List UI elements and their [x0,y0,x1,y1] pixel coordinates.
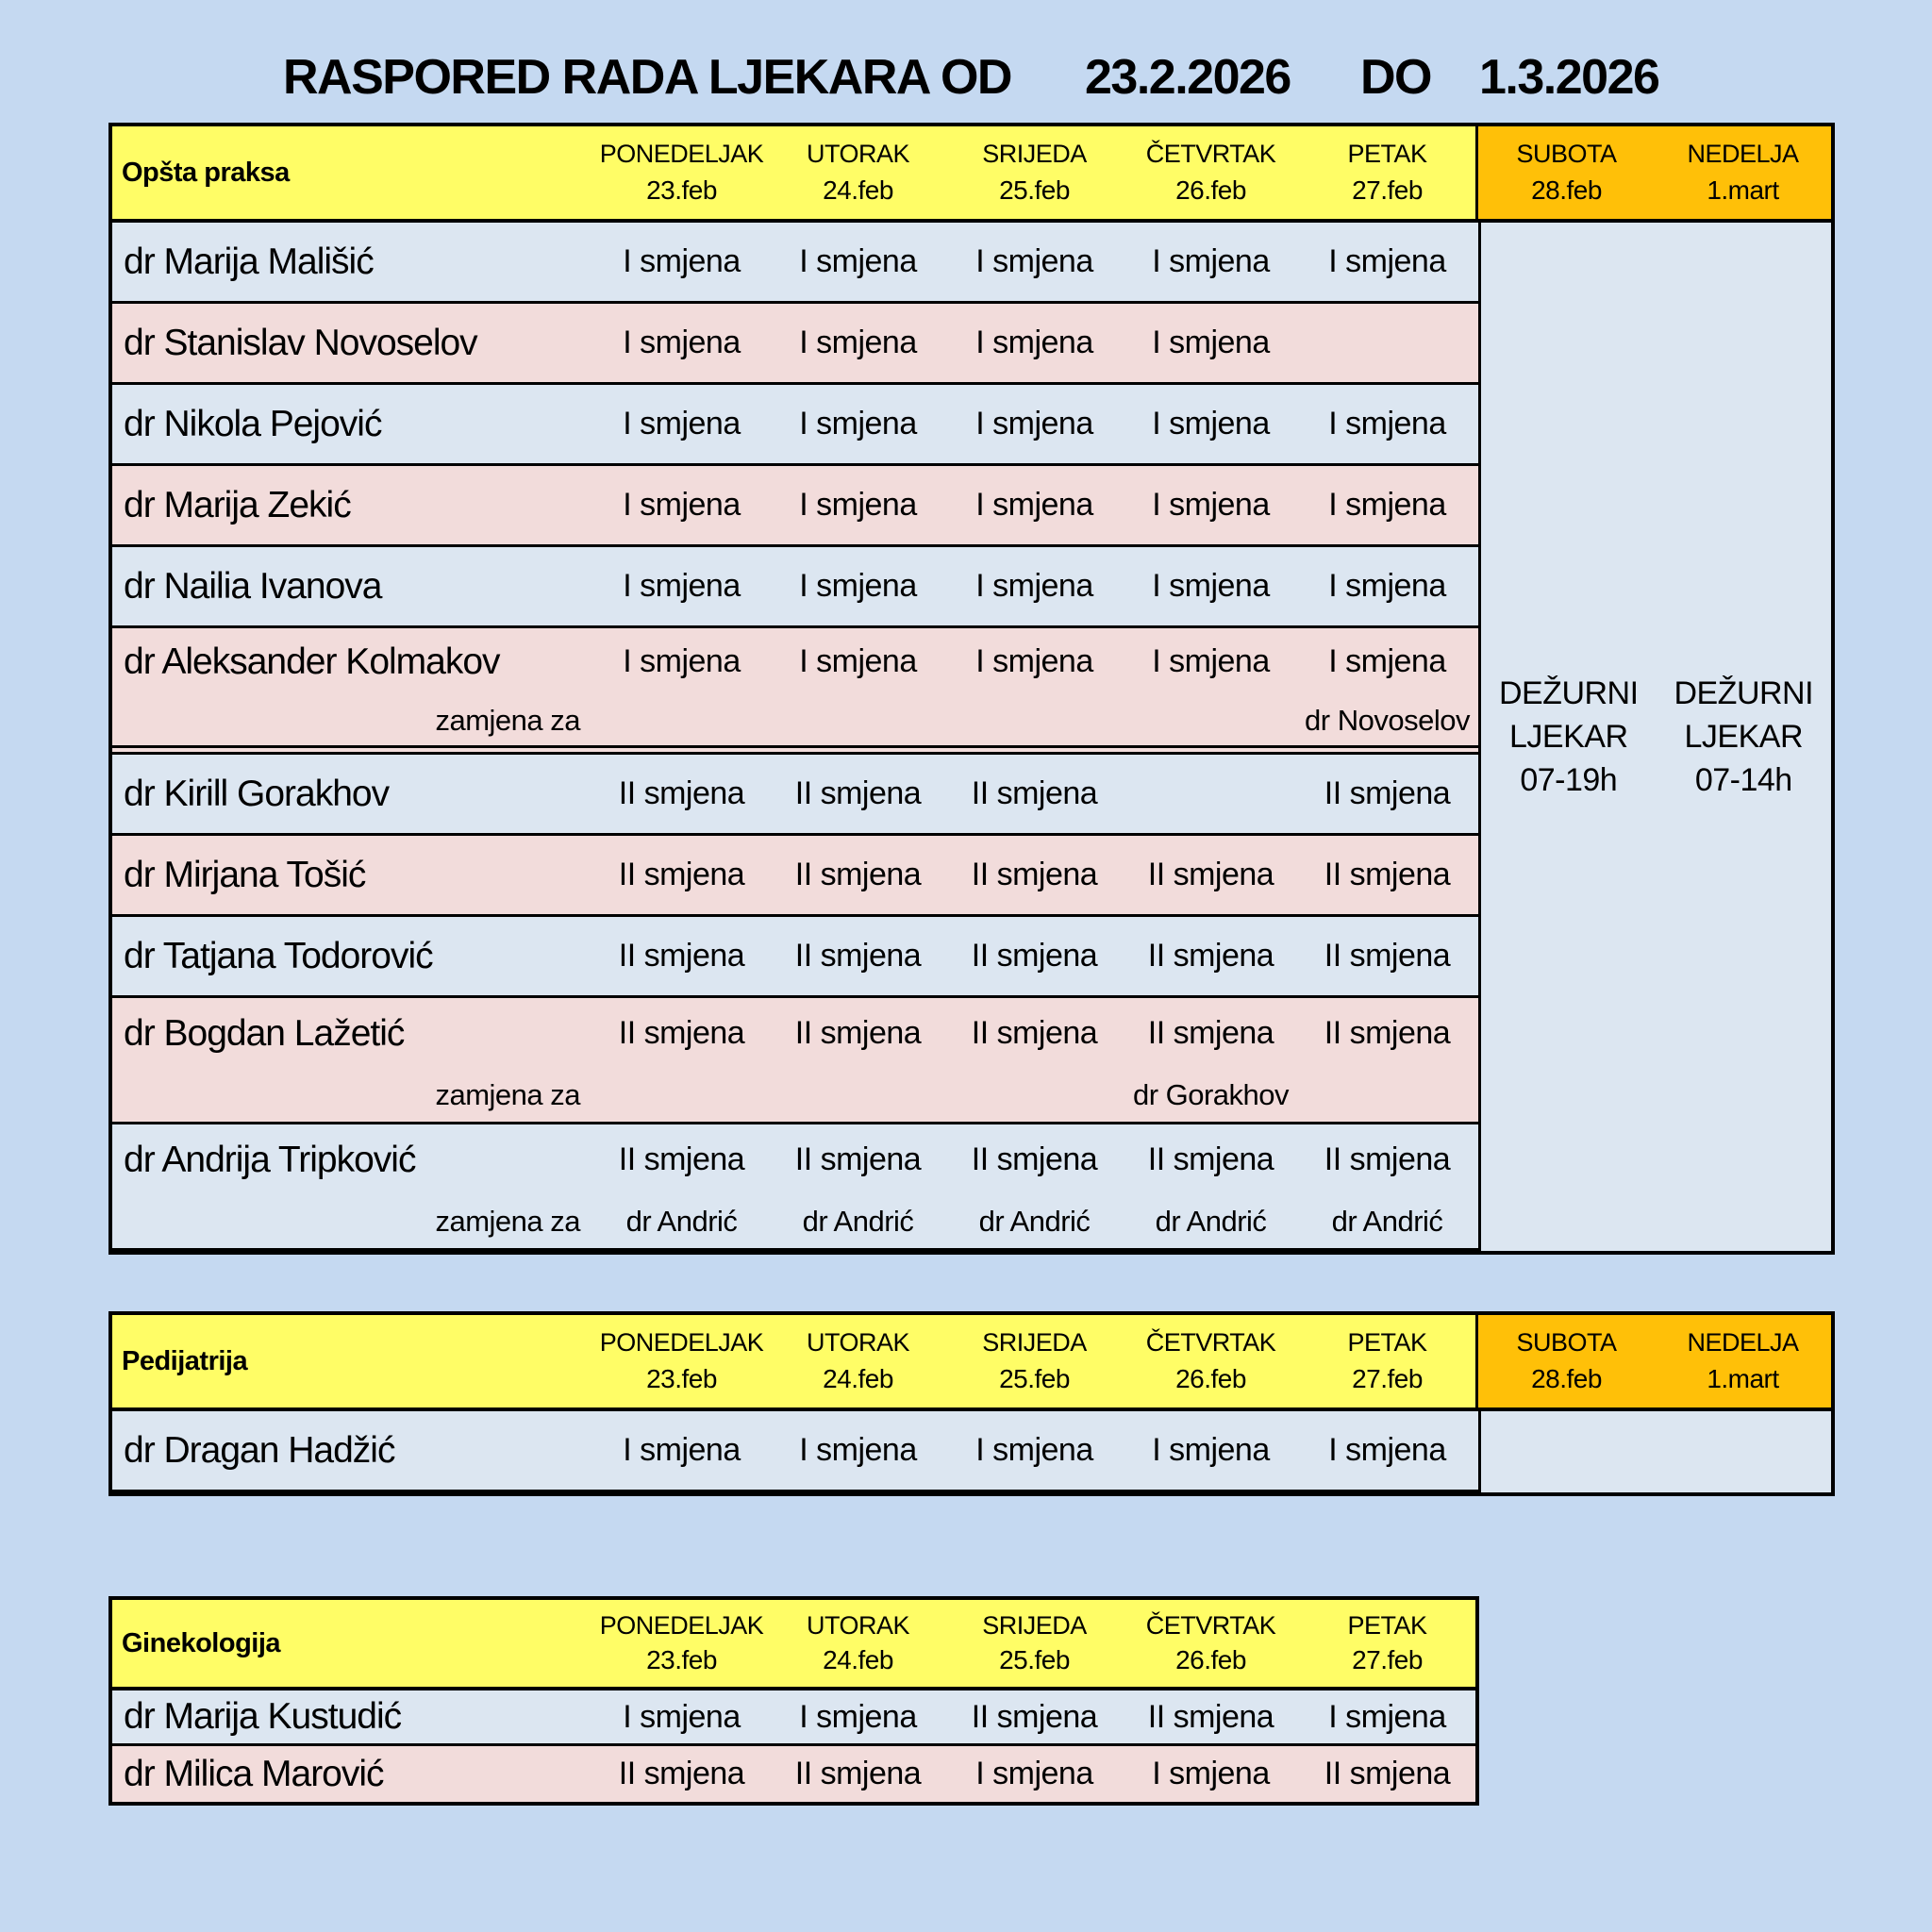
shift-cell: I smjena [1152,1756,1270,1791]
table-header [112,126,1831,223]
shift-cell: I smjena [799,487,917,523]
day-date-label: 23.feb [646,1644,717,1674]
shift-cell: I smjena [623,487,741,523]
shift-cell: II smjena [618,938,745,974]
day-date-label: 27.feb [1352,175,1423,205]
day-name-label: PONEDELJAK [599,1611,764,1641]
doctor-row [112,1690,1475,1746]
day-name-label: PETAK [1347,1611,1427,1641]
header-day-petak [1299,126,1475,219]
header-day-srijeda [946,1600,1123,1687]
substitute-cell [770,1070,946,1122]
duty-line: 07-19h [1520,762,1618,798]
shift-cell: II smjena [1147,938,1274,974]
shift-cell: II smjena [971,1015,1098,1052]
shift-cell: I smjena [623,325,741,360]
shift-cell: I smjena [1152,325,1270,360]
day-name-label: UTORAK [806,1328,910,1357]
shift-cell: I smjena [623,243,741,279]
shift-cell: I smjena [975,325,1093,360]
header-day-utorak [770,1315,946,1407]
table-header [112,1315,1831,1411]
row-main-line [112,1746,1475,1802]
day-date-label: 1.mart [1707,175,1779,205]
doctor-name: dr Bogdan Lažetić [124,1012,405,1054]
shift-cell: II smjena [971,938,1098,974]
shift-cell: II smjena [1147,857,1274,892]
shift-cell: I smjena [1328,243,1446,279]
day-date-label: 24.feb [823,175,893,205]
weekend-duty-panel [1478,223,1831,1251]
shift-cell: II smjena [1324,938,1451,974]
day-name-label: UTORAK [806,140,910,169]
doctor-name: dr Nailia Ivanova [124,565,382,607]
substitute-cell: dr Andrić [802,1205,914,1239]
day-date-label: 26.feb [1175,175,1246,205]
shift-cell: II smjena [1147,1015,1274,1052]
day-name-label: SRIJEDA [982,1611,1087,1641]
shift-cell: II smjena [1324,775,1451,811]
schedule-table-2 [108,1596,1479,1806]
header-day-nedelja [1655,126,1831,219]
day-date-label: 27.feb [1352,1363,1423,1393]
duty-doctor-cell [1481,223,1657,1251]
header-day-ponedeljak [593,126,770,219]
table-body [112,1690,1475,1802]
day-date-label: 1.mart [1707,1363,1779,1393]
header-day-četvrtak [1123,1315,1299,1407]
header-day-ponedeljak [593,1600,770,1687]
day-date-label: 23.feb [646,1363,717,1393]
substitute-cell [1123,696,1299,745]
day-name-label: PONEDELJAK [599,1328,764,1357]
substitute-cell [946,696,1123,745]
header-day-ponedeljak [593,1315,770,1407]
day-name-label: SUBOTA [1516,140,1617,169]
shift-cell: I smjena [1328,406,1446,441]
shift-cell: I smjena [1328,1432,1446,1468]
substitute-cell [946,1070,1123,1122]
shift-cell: II smjena [1147,1141,1274,1178]
duty-line: DEŽURNI [1674,675,1814,711]
schedule-table-0 [108,123,1835,1255]
shift-cell: I smjena [623,568,741,604]
substitute-cell: dr Andrić [1331,1205,1443,1239]
day-name-label: ČETVRTAK [1145,1328,1276,1357]
day-name-label: ČETVRTAK [1145,140,1276,169]
shift-cell: II smjena [971,1141,1098,1178]
doctor-name: dr Stanislav Novoselov [124,322,477,363]
shift-cell: I smjena [799,406,917,441]
substitute-cell: dr Gorakhov [1132,1078,1290,1112]
shift-cell: I smjena [1328,1698,1446,1735]
day-name-label: NEDELJA [1687,140,1799,169]
shift-cell: I smjena [1328,643,1446,680]
shift-cell: I smjena [799,1698,917,1735]
shift-cell: I smjena [799,243,917,279]
header-day-četvrtak [1123,126,1299,219]
shift-cell: I smjena [975,1432,1093,1468]
duty-line: 07-14h [1694,762,1792,798]
doctor-name: dr Marija Kustudić [124,1696,402,1737]
table-header [112,1600,1475,1690]
day-name-label: SRIJEDA [982,1328,1087,1357]
weekend-duty-panel [1478,1411,1831,1492]
substitute-cell [593,1070,770,1122]
title-text: RASPORED RADA LJEKARA OD [283,50,1011,105]
day-date-label: 28.feb [1531,1363,1602,1393]
shift-cell: II smjena [1324,1015,1451,1052]
duty-line: LJEKAR [1509,719,1628,755]
section-label: Ginekologija [122,1627,281,1658]
title-date-separator: DO [1360,50,1431,105]
shift-cell: II smjena [618,857,745,892]
shift-cell: I smjena [975,568,1093,604]
day-name-label: ČETVRTAK [1145,1611,1276,1641]
substitute-label: zamjena za [435,1205,580,1239]
shift-cell: II smjena [794,1756,922,1791]
shift-cell: I smjena [975,1756,1093,1791]
doctor-name: dr Aleksander Kolmakov [124,641,500,682]
section-label: Opšta praksa [122,157,290,188]
shift-cell: I smjena [1328,487,1446,523]
day-name-label: UTORAK [806,1611,910,1641]
shift-cell: I smjena [623,643,741,680]
table-body [112,1411,1831,1492]
shift-cell: II smjena [794,938,922,974]
substitute-cell [1299,1070,1475,1122]
substitute-label: zamjena za [435,703,580,737]
doctor-name: dr Kirill Gorakhov [124,773,390,814]
shift-cell: II smjena [1147,1698,1274,1735]
shift-cell: I smjena [799,643,917,680]
day-name-label: SRIJEDA [982,140,1087,169]
duty-doctor-cell [1657,223,1832,1251]
doctor-row [112,1746,1475,1802]
day-name-label: SUBOTA [1516,1328,1617,1357]
substitute-cell: dr Andrić [978,1205,1091,1239]
doctor-name: dr Marija Mališić [124,241,374,282]
header-day-utorak [770,1600,946,1687]
shift-cell [1123,755,1299,833]
shift-cell: II smjena [971,775,1098,811]
shift-cell: II smjena [971,1698,1098,1735]
shift-cell: II smjena [1324,857,1451,892]
day-date-label: 26.feb [1175,1363,1246,1393]
shift-cell: I smjena [975,643,1093,680]
day-date-label: 27.feb [1352,1644,1423,1674]
header-day-srijeda [946,1315,1123,1407]
section-label: Pedijatrija [122,1345,248,1376]
header-day-utorak [770,126,946,219]
day-date-label: 25.feb [999,1363,1070,1393]
shift-cell: I smjena [1152,643,1270,680]
duty-line: LJEKAR [1684,719,1803,755]
shift-cell: II smjena [794,1015,922,1052]
day-date-label: 28.feb [1531,175,1602,205]
shift-cell: II smjena [794,857,922,892]
header-day-subota [1478,126,1655,219]
doctor-name: dr Andrija Tripković [124,1139,416,1180]
weekend-header [1475,1315,1831,1407]
doctor-name: dr Marija Zekić [124,484,351,525]
header-day-nedelja [1655,1315,1831,1407]
substitute-cell: dr Andrić [1155,1205,1267,1239]
day-date-label: 25.feb [999,1644,1070,1674]
shift-cell: II smjena [971,857,1098,892]
title-date-from: 23.2.2026 [1085,50,1291,105]
shift-cell: II smjena [618,775,745,811]
shift-cell: I smjena [1152,487,1270,523]
shift-cell: I smjena [975,406,1093,441]
shift-cell: I smjena [975,243,1093,279]
doctor-name: dr Mirjana Tošić [124,854,366,895]
shift-cell: II smjena [794,1141,922,1178]
header-day-petak [1299,1600,1475,1687]
day-name-label: PETAK [1347,1328,1427,1357]
shift-cell: I smjena [799,325,917,360]
header-day-četvrtak [1123,1600,1299,1687]
substitute-label: zamjena za [435,1078,580,1112]
day-name-label: NEDELJA [1687,1328,1799,1357]
shift-cell: I smjena [1152,1432,1270,1468]
day-date-label: 26.feb [1175,1644,1246,1674]
substitute-cell [593,696,770,745]
day-date-label: 25.feb [999,175,1070,205]
header-day-subota [1478,1315,1655,1407]
title-date-to: 1.3.2026 [1479,50,1659,105]
shift-cell: II smjena [618,1141,745,1178]
header-day-srijeda [946,126,1123,219]
table-body [112,223,1831,1251]
shift-cell: I smjena [799,568,917,604]
substitute-cell: dr Novoselov [1305,703,1470,737]
shift-cell: I smjena [623,1432,741,1468]
shift-cell: II smjena [1324,1141,1451,1178]
shift-cell: I smjena [623,406,741,441]
day-date-label: 24.feb [823,1363,893,1393]
shift-cell: I smjena [1152,406,1270,441]
shift-cell: II smjena [794,775,922,811]
shift-cell: I smjena [799,1432,917,1468]
doctor-name: dr Tatjana Todorović [124,935,433,976]
doctor-name: dr Dragan Hadžić [124,1429,395,1471]
substitute-cell: dr Andrić [625,1205,738,1239]
shift-cell: II smjena [618,1015,745,1052]
shift-cell: II smjena [618,1756,745,1791]
doctor-name: dr Nikola Pejović [124,403,382,444]
day-date-label: 23.feb [646,175,717,205]
day-name-label: PONEDELJAK [599,140,764,169]
shift-cell: I smjena [1152,568,1270,604]
header-day-petak [1299,1315,1475,1407]
shift-cell [1299,304,1475,382]
duty-line: DEŽURNI [1498,675,1639,711]
shift-cell: I smjena [975,487,1093,523]
schedule-table-1 [108,1311,1835,1496]
shift-cell: I smjena [623,1698,741,1735]
row-main-line [112,1690,1475,1743]
shift-cell: I smjena [1328,568,1446,604]
shift-cell: II smjena [1324,1756,1451,1791]
weekend-header [1475,126,1831,219]
day-date-label: 24.feb [823,1644,893,1674]
day-name-label: PETAK [1347,140,1427,169]
page-title [0,49,1932,115]
doctor-name: dr Milica Marović [124,1753,384,1794]
substitute-cell [770,696,946,745]
shift-cell: I smjena [1152,243,1270,279]
